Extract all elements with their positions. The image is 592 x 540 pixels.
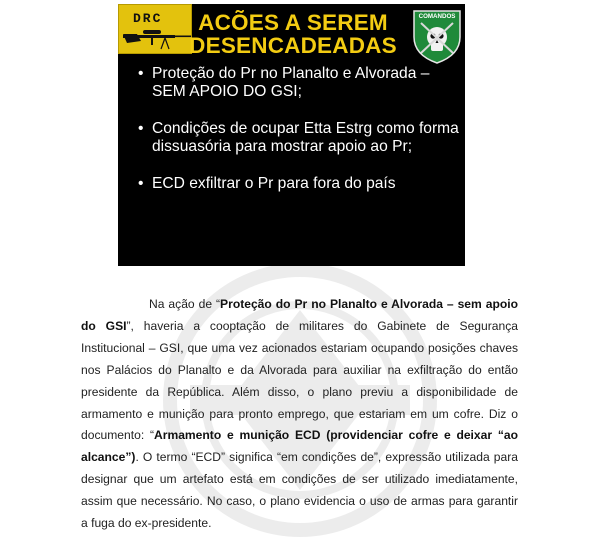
bullet-text: ECD exfiltrar o Pr para fora do país [152, 175, 396, 192]
paragraph-bold-1: Proteção do Pr no Planalto e Alvorada – sem apoio do GSI [81, 297, 518, 333]
drc-logo-text: DRC [133, 11, 163, 26]
bullet-text: Proteção do Pr no Planalto e Alvorada – SEM APOIO DO GSI; [152, 65, 430, 100]
drc-logo [118, 4, 192, 54]
bullet-dot: • [138, 175, 144, 192]
paragraph-text-2: ”, haveria a cooptação de militares do Gabinete de Segurança Institucional – GSI, que uma vez acionados estariam ocupando posições chaves nos Palácios do Planalto e da Alvorada para auxiliar na exfiltração do então presidente da República. Além disso, o plano previu a disponibilidade de armamento e munição para pronto emprego, que estariam em um cofre. Diz o documento: “ [81, 318, 518, 443]
paragraph-text-1: Na ação de “ [149, 297, 221, 311]
slide-title [188, 11, 398, 57]
badge-text: COMANDOS [418, 13, 456, 20]
body-paragraph [81, 294, 518, 535]
bullet-text: Condições de ocupar Etta Estrg como forma dissuasória para mostrar apoio ao Pr; [152, 120, 459, 155]
bullet-dot: • [138, 120, 144, 137]
bullet-list [138, 65, 460, 213]
paragraph-bold-2: Armamento e munição ECD (providenciar cofre e deixar “ao alcance”) [81, 428, 518, 465]
rifle-icon [119, 5, 193, 55]
paragraph-text-3: . O termo “ECD” significa “em condições de”, expressão utilizada para designar que um artefato está em condições de ser utilizado imediatamente, assim que necessário. No caso, o plano evidencia o uso de armas para garantir a fuga do ex-presidente. [81, 450, 518, 531]
bullet-item [138, 65, 460, 100]
bullet-item [138, 120, 460, 155]
comandos-skull-badge-icon [411, 7, 463, 65]
bullet-dot: • [138, 65, 144, 82]
bullet-item [138, 175, 460, 193]
slide-title-line-1: ACÕES A SEREM [198, 10, 388, 35]
slide-title-line-2: DESENCADEADAS [189, 33, 397, 58]
presentation-slide [118, 4, 465, 266]
